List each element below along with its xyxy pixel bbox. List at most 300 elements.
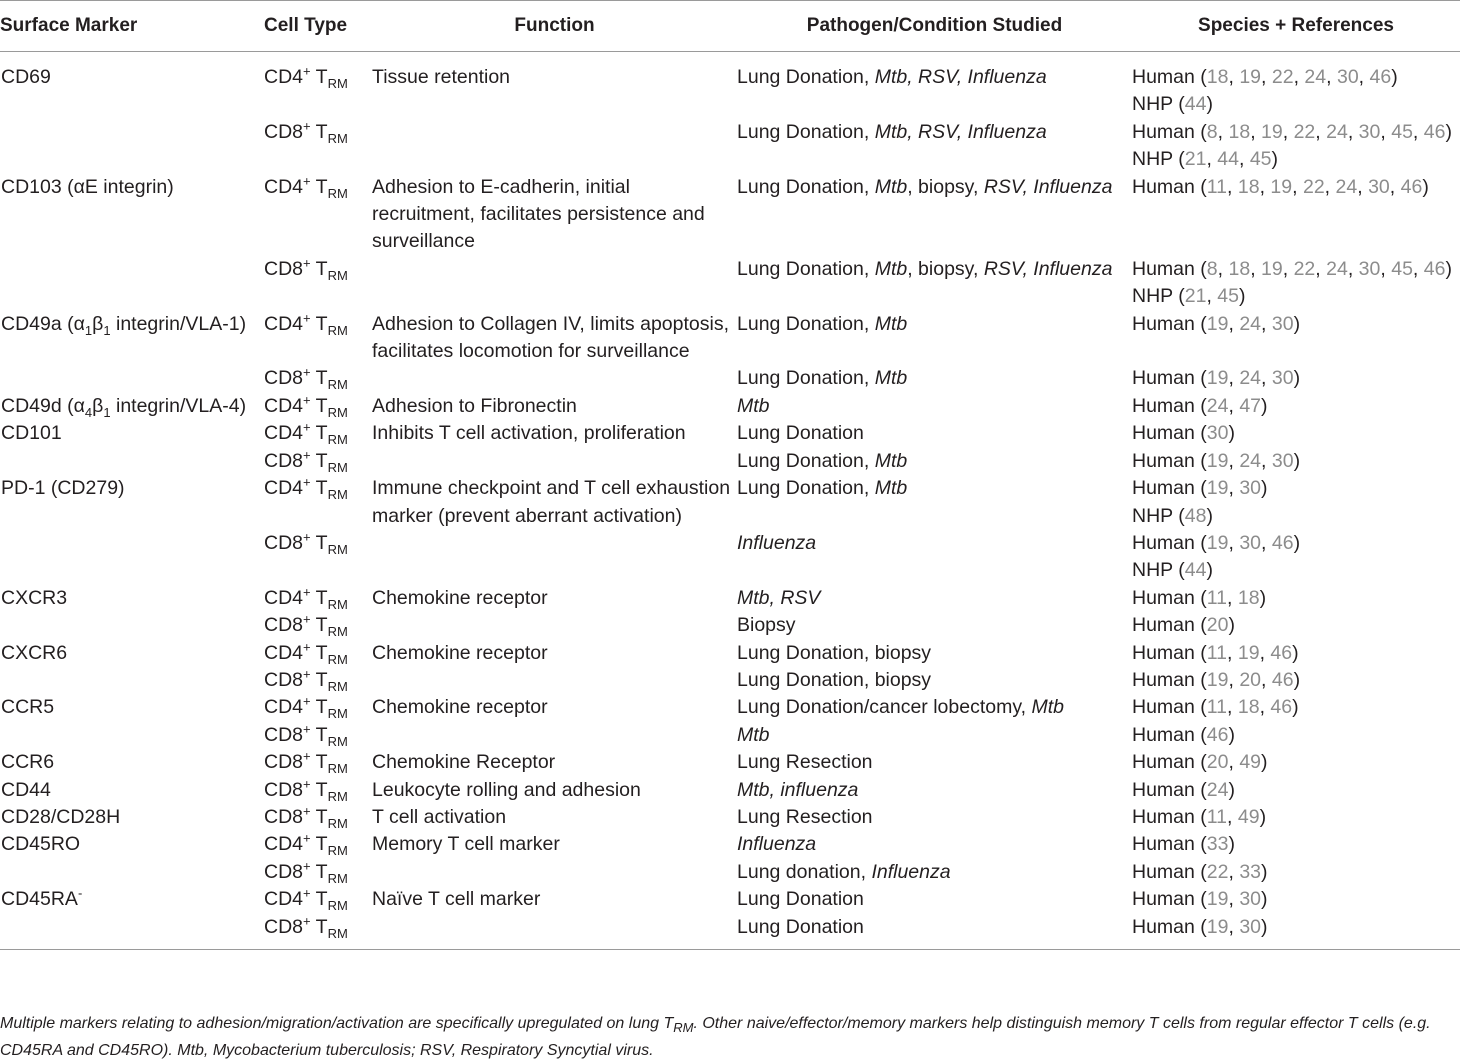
cell-type-sup: + [303, 913, 311, 929]
species-references-cell [1132, 174, 1460, 256]
text-run: ) [1228, 833, 1235, 856]
reference-link[interactable]: 49 [1239, 751, 1262, 774]
text-run: Multiple markers relating to adhesion/migration/activation are specifically upregulated on lung T [0, 1015, 674, 1032]
cell-type-name: CD8 [264, 751, 304, 774]
reference-link[interactable]: 8 [1206, 257, 1218, 280]
text-run: CCR5 [1, 696, 55, 719]
text-run: Human ( [1132, 120, 1207, 143]
text-run: integrin/VLA-1) [110, 312, 247, 335]
cell-type-cell [264, 475, 372, 530]
reference-link[interactable]: 24 [1326, 257, 1348, 280]
reference-link[interactable]: 8 [1206, 120, 1218, 143]
text-run: ) [1206, 559, 1213, 582]
text-run: Mtb [874, 175, 908, 198]
function-cell: Adhesion to Fibronectin [372, 394, 577, 417]
reference-link[interactable]: 19 [1206, 668, 1229, 691]
text-run: Human ( [1132, 778, 1207, 801]
reference-link[interactable]: 30 [1271, 312, 1294, 335]
text-run: Human ( [1132, 422, 1207, 445]
reference-link[interactable]: 30 [1271, 449, 1294, 472]
species-references-cell [1132, 914, 1460, 950]
reference-link[interactable]: 11 [1206, 175, 1228, 198]
reference-link[interactable]: 21 [1184, 148, 1207, 171]
text-run: Human ( [1132, 614, 1207, 637]
text-run: CD44 [1, 778, 51, 801]
reference-link[interactable]: 33 [1206, 833, 1229, 856]
reference-link[interactable]: 24 [1239, 367, 1262, 390]
reference-link[interactable]: 22 [1271, 66, 1294, 88]
header-row [0, 1, 1460, 52]
reference-link[interactable]: 47 [1239, 394, 1262, 417]
text-run: , [1250, 257, 1262, 280]
cell-type-cell [264, 119, 372, 174]
table-row [0, 475, 1460, 530]
cell-type-name: CD4 [264, 696, 304, 719]
reference-link[interactable]: 24 [1335, 175, 1358, 198]
cell-type-sub: RM [327, 925, 348, 941]
table-row [0, 777, 1460, 804]
text-run: , [1228, 394, 1240, 417]
table-row [0, 612, 1460, 639]
reference-link[interactable]: 46 [1271, 668, 1294, 691]
pathogen-condition-cell [737, 311, 1132, 366]
reference-link[interactable]: 19 [1206, 888, 1229, 911]
cell-type-sub: RM [327, 432, 348, 448]
reference-link[interactable]: 30 [1368, 175, 1390, 198]
text-run: , [1259, 641, 1271, 664]
text-run: ) [1292, 641, 1299, 664]
table-row [0, 420, 1460, 447]
cell-type-t: T [310, 120, 328, 143]
reference-link[interactable]: 30 [1239, 531, 1262, 554]
text-run: Mtb [874, 449, 908, 472]
reference-link[interactable]: 20 [1206, 614, 1229, 637]
reference-link[interactable]: 46 [1423, 120, 1446, 143]
cell-type-name: CD8 [264, 668, 304, 691]
cell-type-name: CD8 [264, 367, 304, 390]
text-run: NHP ( [1132, 504, 1185, 527]
reference-link[interactable]: 18 [1237, 175, 1260, 198]
text-run: , [1206, 148, 1218, 171]
reference-link[interactable]: 45 [1391, 120, 1413, 143]
text-run: , [1227, 586, 1238, 609]
cell-type-t: T [310, 449, 328, 472]
reference-line [1132, 174, 1460, 201]
cell-type-t: T [310, 696, 328, 719]
text-run: Lung Donation, [737, 175, 875, 198]
text-run: Human ( [1132, 888, 1207, 911]
text-run: Mtb, RSV [737, 586, 821, 609]
reference-link[interactable]: 20 [1239, 668, 1262, 691]
cell-type-sup: + [303, 721, 311, 737]
reference-link[interactable]: 19 [1270, 175, 1293, 198]
pathogen-condition-cell [737, 174, 1132, 256]
reference-line [1132, 612, 1460, 639]
text-run: , [1389, 175, 1401, 198]
cell-type-name: CD8 [264, 805, 304, 828]
reference-link[interactable]: 45 [1391, 257, 1413, 280]
cell-type-sup: + [303, 529, 311, 545]
cell-type-sub: RM [327, 706, 348, 722]
text-run: , [1282, 257, 1294, 280]
reference-line [1132, 256, 1460, 283]
surface-marker-cell [0, 365, 264, 392]
surface-marker-cell [0, 749, 264, 776]
reference-line [1132, 365, 1460, 392]
text-run: Lung Donation, [737, 66, 875, 88]
text-run: β [92, 312, 104, 335]
reference-link[interactable]: 20 [1206, 751, 1229, 774]
table-row [0, 886, 1460, 913]
cell-type-t: T [310, 394, 328, 417]
text-run: ) [1261, 888, 1268, 911]
reference-link[interactable]: 19 [1237, 641, 1260, 664]
reference-line [1132, 475, 1460, 502]
surface-marker-cell [0, 722, 264, 749]
cell-type-sub: RM [327, 459, 348, 475]
reference-link[interactable]: 19 [1206, 367, 1229, 390]
reference-link[interactable]: 22 [1302, 175, 1325, 198]
text-run: Lung Donation, [737, 257, 875, 280]
reference-link[interactable]: 11 [1206, 586, 1228, 609]
text-run: RSV, Influenza [983, 175, 1113, 198]
reference-link[interactable]: 22 [1206, 860, 1229, 883]
reference-link[interactable]: 30 [1239, 915, 1262, 938]
reference-link[interactable]: 46 [1369, 66, 1392, 88]
function-cell: Naïve T cell marker [372, 888, 541, 911]
reference-link[interactable]: 19 [1206, 312, 1229, 335]
surface-marker-cell [0, 612, 264, 639]
text-run: , [1261, 367, 1272, 390]
pathogen-condition-cell [737, 777, 1132, 804]
reference-link[interactable]: 19 [1206, 477, 1229, 500]
cell-type-sub: RM [327, 624, 348, 640]
reference-link[interactable]: 45 [1249, 148, 1272, 171]
text-run: Human ( [1132, 312, 1207, 335]
text-run: , [1380, 257, 1392, 280]
cell-type-t: T [310, 175, 328, 198]
pathogen-condition-cell [737, 914, 1132, 950]
reference-line [1132, 283, 1460, 310]
reference-link[interactable]: 11 [1206, 696, 1228, 719]
text-run: Lung Donation, [737, 449, 875, 472]
text-run: Lung Donation, [737, 477, 875, 500]
reference-link[interactable]: 49 [1237, 805, 1260, 828]
reference-link[interactable]: 19 [1261, 257, 1283, 280]
reference-link[interactable]: 30 [1239, 888, 1262, 911]
text-run: CXCR6 [1, 641, 68, 664]
cell-type-sup: + [303, 392, 311, 408]
text-run: β [92, 394, 104, 417]
text-run: ) [1391, 66, 1398, 88]
text-run: Lung Donation, biopsy [737, 641, 932, 664]
text-run: ) [1261, 860, 1268, 883]
text-run: Human ( [1132, 66, 1207, 88]
surface-marker-cell [0, 831, 264, 858]
cell-type-cell [264, 777, 372, 804]
reference-link[interactable]: 22 [1293, 120, 1316, 143]
pathogen-condition-cell [737, 475, 1132, 530]
species-references-cell [1132, 420, 1460, 447]
text-run: , [1347, 257, 1359, 280]
cell-type-t: T [310, 888, 328, 911]
reference-link[interactable]: 30 [1358, 257, 1381, 280]
text-run: Lung Donation, [737, 120, 875, 143]
species-references-cell [1132, 694, 1460, 721]
reference-link[interactable]: 44 [1184, 559, 1207, 582]
reference-link[interactable]: 18 [1228, 120, 1251, 143]
species-references-cell [1132, 448, 1460, 475]
text-run: Human ( [1132, 668, 1207, 691]
reference-link[interactable]: 22 [1293, 257, 1316, 280]
surface-marker-cell [0, 256, 264, 311]
cell-type-name: CD8 [264, 120, 304, 143]
text-run: ) [1261, 394, 1268, 417]
cell-type-t: T [310, 477, 328, 500]
cell-type-cell [264, 311, 372, 366]
surface-marker-cell [0, 804, 264, 831]
cell-type-sup: + [303, 776, 311, 792]
cell-type-sub: RM [327, 267, 348, 283]
cell-type-t: T [310, 614, 328, 637]
reference-link[interactable]: 19 [1239, 66, 1262, 88]
reference-link[interactable]: 24 [1206, 394, 1229, 417]
species-references-cell [1132, 749, 1460, 776]
text-run: ) [1293, 668, 1301, 691]
text-run: ) [1292, 696, 1299, 719]
cell-type-t: T [310, 586, 328, 609]
function-cell [372, 914, 737, 950]
text-run: RM [673, 1020, 694, 1036]
cell-type-sup: + [303, 611, 311, 627]
text-run: Human ( [1132, 394, 1207, 417]
reference-link[interactable]: 18 [1237, 696, 1260, 719]
cell-type-name: CD4 [264, 175, 304, 198]
surface-marker-cell [0, 119, 264, 174]
species-references-cell [1132, 530, 1460, 585]
cell-type-name: CD4 [264, 477, 304, 500]
cell-type-sub: RM [327, 761, 348, 777]
cell-type-name: CD4 [264, 312, 304, 335]
text-run: 4 [84, 404, 93, 420]
table-row [0, 640, 1460, 667]
text-run: ) [1206, 504, 1213, 527]
surface-marker-cell [0, 640, 264, 667]
reference-link[interactable]: 21 [1184, 285, 1207, 308]
text-run: Human ( [1132, 751, 1207, 774]
text-run: , [1347, 120, 1359, 143]
pathogen-condition-cell [737, 256, 1132, 311]
pathogen-condition-cell [737, 749, 1132, 776]
reference-line [1132, 393, 1460, 420]
reference-link[interactable]: 11 [1206, 805, 1228, 828]
reference-link[interactable]: 24 [1304, 66, 1327, 88]
reference-link[interactable]: 30 [1336, 66, 1359, 88]
cell-type-sub: RM [327, 404, 348, 420]
species-references-cell [1132, 119, 1460, 174]
surface-marker-cell [0, 914, 264, 950]
function-cell: Adhesion to E-cadherin, initial recruitment, facilitates persistence and surveillance [372, 175, 705, 253]
text-run: 1 [84, 322, 93, 338]
text-run: Human ( [1132, 723, 1207, 746]
reference-link[interactable]: 30 [1358, 120, 1381, 143]
reference-link[interactable]: 48 [1184, 504, 1207, 527]
text-run: , [1227, 696, 1238, 719]
cell-type-cell [264, 530, 372, 585]
text-run: PD-1 (CD279) [1, 477, 125, 500]
reference-line [1132, 420, 1460, 447]
text-run: CD103 (αE integrin) [1, 175, 174, 198]
reference-link[interactable]: 30 [1271, 367, 1294, 390]
reference-link[interactable]: 19 [1206, 531, 1229, 554]
reference-link[interactable]: 11 [1206, 641, 1228, 664]
reference-link[interactable]: 24 [1239, 312, 1262, 335]
reference-line [1132, 914, 1460, 941]
text-run: ) [1445, 120, 1452, 143]
text-run: , [1282, 120, 1294, 143]
cell-type-name: CD8 [264, 531, 304, 554]
reference-link[interactable]: 46 [1423, 257, 1446, 280]
cell-type-sup: + [303, 447, 311, 463]
function-cell: Memory T cell marker [372, 833, 560, 856]
text-run: , [1228, 531, 1240, 554]
function-cell [372, 612, 737, 639]
text-run: CXCR3 [1, 586, 68, 609]
species-references-cell [1132, 640, 1460, 667]
table-row [0, 804, 1460, 831]
reference-link[interactable]: 24 [1326, 120, 1348, 143]
text-run: Mtb [874, 257, 908, 280]
function-cell: Chemokine Receptor [372, 751, 556, 774]
reference-link[interactable]: 30 [1206, 422, 1229, 445]
table-row [0, 530, 1460, 585]
reference-line [1132, 91, 1460, 118]
reference-link[interactable]: 45 [1217, 285, 1239, 308]
species-references-cell [1132, 859, 1460, 886]
text-run: , [1259, 175, 1271, 198]
text-run: Human ( [1132, 641, 1207, 664]
cell-type-sub: RM [327, 678, 348, 694]
cell-type-cell [264, 722, 372, 749]
text-run: Influenza [737, 531, 817, 554]
cell-type-sub: RM [327, 898, 348, 914]
cell-type-sup: + [303, 830, 311, 846]
text-run: ) [1261, 915, 1268, 938]
text-run: , [1217, 120, 1229, 143]
function-cell: T cell activation [372, 805, 507, 828]
text-run: CD49a (α [1, 312, 85, 335]
cell-type-sub: RM [327, 486, 348, 502]
text-run: , [1261, 531, 1272, 554]
reference-link[interactable]: 33 [1239, 860, 1262, 883]
text-run: , [1259, 696, 1271, 719]
surface-marker-cell [0, 667, 264, 694]
reference-link[interactable]: 46 [1271, 531, 1294, 554]
reference-link[interactable]: 44 [1217, 148, 1239, 171]
text-run: CD28/CD28H [1, 805, 121, 828]
reference-link[interactable]: 19 [1206, 915, 1229, 938]
text-run: - [77, 885, 83, 901]
pathogen-condition-cell [737, 694, 1132, 721]
cell-type-name: CD8 [264, 614, 304, 637]
text-run: , [1206, 285, 1218, 308]
text-run: , [1292, 175, 1303, 198]
reference-line [1132, 694, 1460, 721]
text-run: Human ( [1132, 860, 1207, 883]
reference-link[interactable]: 24 [1206, 778, 1229, 801]
reference-link[interactable]: 30 [1239, 477, 1262, 500]
surface-marker-cell [0, 311, 264, 366]
text-run: , [1228, 888, 1240, 911]
species-references-cell [1132, 365, 1460, 392]
text-run: ) [1206, 93, 1213, 116]
reference-link[interactable]: 24 [1239, 449, 1262, 472]
function-cell [372, 530, 737, 585]
cell-type-cell [264, 393, 372, 420]
reference-link[interactable]: 46 [1206, 723, 1229, 746]
table-row [0, 749, 1460, 776]
cell-type-t: T [310, 778, 328, 801]
text-run: Human ( [1132, 805, 1207, 828]
reference-link[interactable]: 19 [1261, 120, 1283, 143]
table-row [0, 585, 1460, 612]
reference-link[interactable]: 18 [1237, 586, 1260, 609]
text-run: Mtb [1031, 696, 1064, 719]
reference-link[interactable]: 46 [1270, 641, 1293, 664]
cell-type-cell [264, 831, 372, 858]
text-run: , [1228, 449, 1240, 472]
surface-marker-cell [0, 777, 264, 804]
cell-type-cell [264, 256, 372, 311]
cell-type-name: CD8 [264, 915, 304, 938]
reference-link[interactable]: 46 [1270, 696, 1293, 719]
text-run: Human ( [1132, 175, 1207, 198]
species-references-cell [1132, 777, 1460, 804]
cell-type-name: CD8 [264, 860, 304, 883]
reference-line [1132, 777, 1460, 804]
species-references-cell [1132, 52, 1460, 119]
surface-marker-cell [0, 475, 264, 530]
text-run: , [1228, 751, 1240, 774]
cell-type-sup: + [303, 666, 311, 682]
reference-link[interactable]: 18 [1206, 66, 1229, 88]
text-run: CD45RO [1, 833, 81, 856]
text-run: Human ( [1132, 915, 1207, 938]
cell-type-name: CD4 [264, 888, 304, 911]
reference-line [1132, 119, 1460, 146]
cell-type-sup: + [303, 419, 311, 435]
cell-type-sub: RM [327, 651, 348, 667]
species-references-cell [1132, 475, 1460, 530]
surface-marker-cell [0, 448, 264, 475]
reference-link[interactable]: 44 [1184, 93, 1207, 116]
reference-link[interactable]: 18 [1228, 257, 1251, 280]
cell-type-name: CD4 [264, 641, 304, 664]
text-run: ) [1238, 285, 1246, 308]
function-cell [372, 859, 737, 886]
reference-link[interactable]: 46 [1400, 175, 1423, 198]
reference-link[interactable]: 19 [1206, 449, 1229, 472]
text-run: ) [1271, 148, 1279, 171]
pathogen-condition-cell [737, 420, 1132, 447]
surface-marker-cell [0, 694, 264, 721]
cell-type-sub: RM [327, 733, 348, 749]
cell-type-sup: + [303, 803, 311, 819]
species-references-cell [1132, 886, 1460, 913]
table-row [0, 831, 1460, 858]
text-run: Lung donation, [737, 860, 872, 883]
surface-marker-cell [0, 886, 264, 913]
